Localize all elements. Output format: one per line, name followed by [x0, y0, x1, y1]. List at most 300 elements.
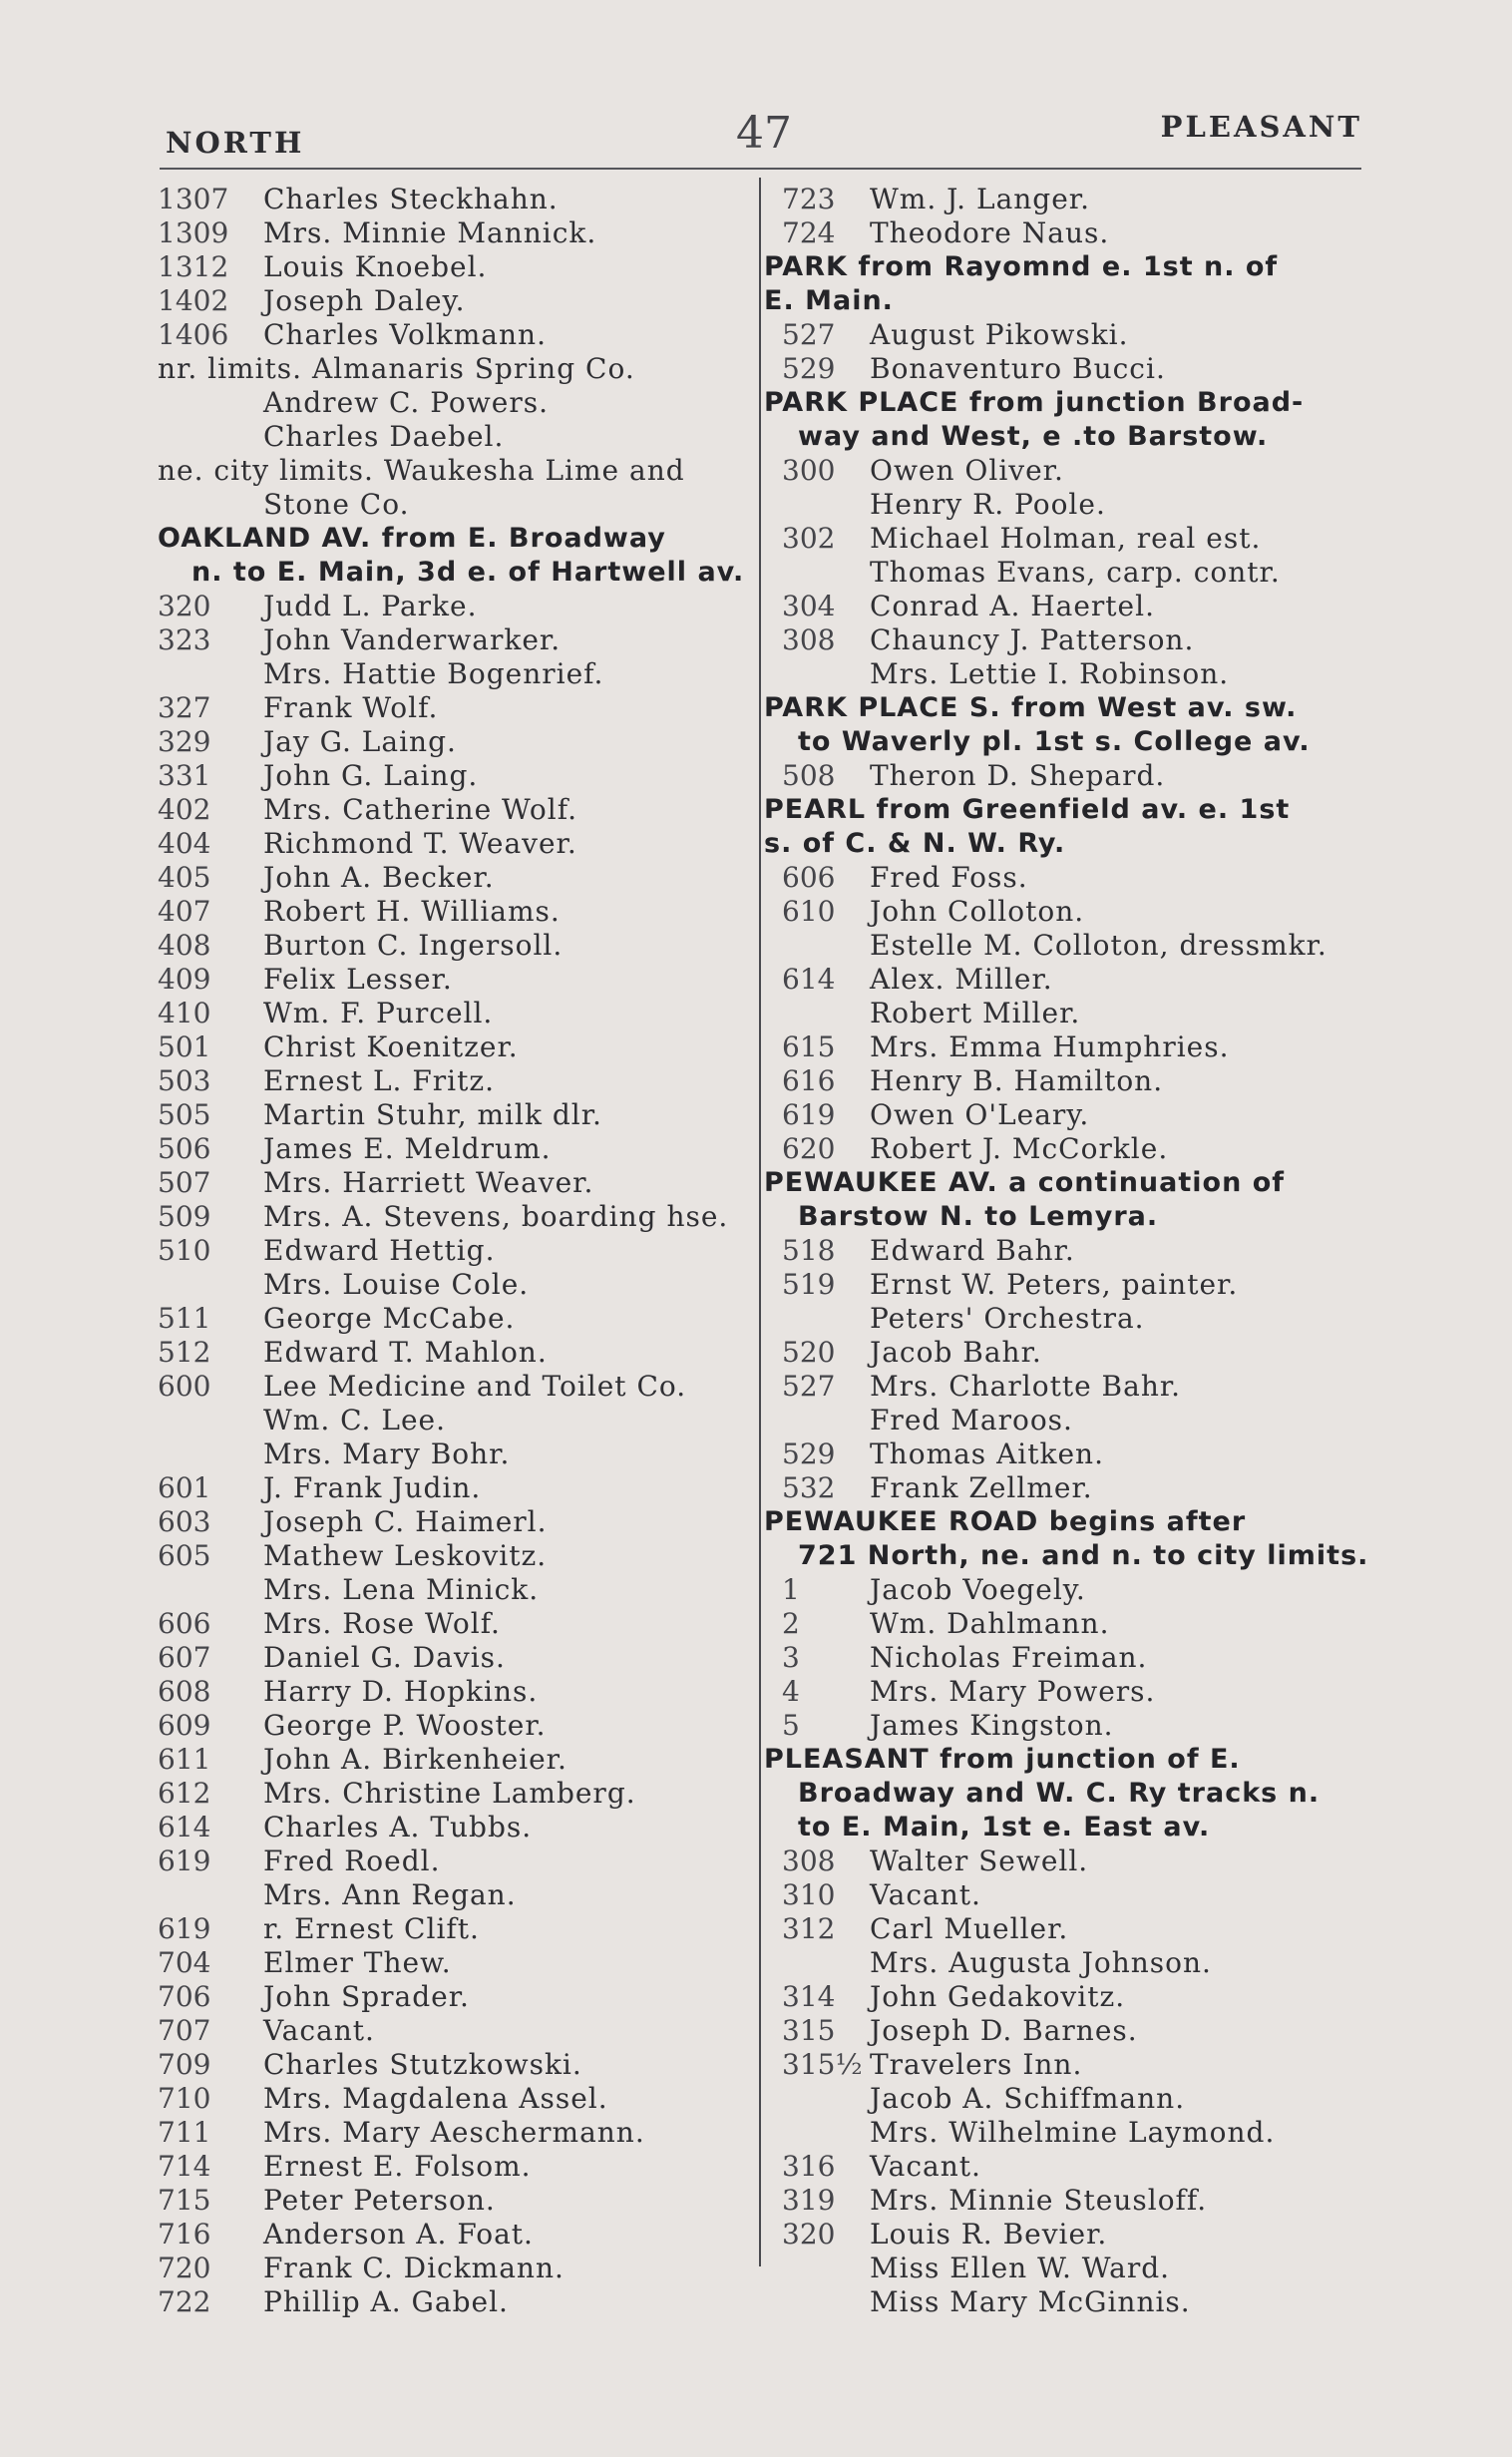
house-number: 314 [782, 1980, 836, 2013]
directory-entry [764, 1675, 1362, 1709]
directory-entry [764, 2048, 1362, 2082]
resident-name: Anderson A. Foat. [263, 2218, 534, 2251]
resident-name: Jacob A. Schiffmann. [870, 2082, 1186, 2115]
directory-entry [158, 1471, 756, 1505]
resident-name: Mrs. Magdalena Assel. [263, 2082, 608, 2115]
house-number: 1402 [158, 284, 229, 317]
directory-entry [158, 1200, 756, 1234]
resident-name: Theron D. Shepard. [870, 759, 1166, 792]
resident-name: John Gedakovitz. [870, 1980, 1126, 2013]
resident-name: Ernest E. Folsom. [263, 2150, 532, 2183]
resident-name: Conrad A. Haertel. [870, 590, 1155, 622]
directory-entry [764, 2014, 1362, 2048]
resident-name: Judd L. Parke. [263, 590, 478, 622]
resident-name: Joseph D. Barnes. [870, 2014, 1138, 2047]
resident-name: Henry B. Hamilton. [870, 1064, 1164, 1097]
directory-entry [158, 1098, 756, 1132]
directory-entry [764, 1573, 1362, 1607]
resident-name: John Sprader. [263, 1980, 470, 2013]
resident-name: Mrs. Ann Regan. [263, 1878, 517, 1911]
directory-entry [158, 386, 756, 420]
house-number: 407 [158, 895, 211, 928]
directory-entry [158, 623, 756, 657]
directory-entry [764, 1404, 1362, 1437]
house-number: 724 [782, 216, 836, 249]
house-number: 505 [158, 1098, 211, 1131]
house-number: 315½ [782, 2048, 863, 2081]
resident-name: Mrs. Rose Wolf. [263, 1607, 501, 1640]
street-heading: PEARL from Greenfield av. e. 1st [764, 794, 1291, 825]
street-heading: 721 North, ne. and n. to city limits. [798, 1540, 1369, 1571]
resident-name: Miss Ellen W. Ward. [870, 2252, 1171, 2284]
running-head-left: NORTH [166, 126, 305, 160]
resident-name: Wm. Dahlmann. [870, 1607, 1110, 1640]
directory-entry [158, 2048, 756, 2082]
resident-name: Frank C. Dickmann. [263, 2252, 565, 2284]
directory-entry [764, 1946, 1362, 1980]
street-heading: OAKLAND AV. from E. Broadway [158, 523, 666, 554]
house-number: 608 [158, 1675, 211, 1708]
directory-entry [158, 1709, 756, 1743]
house-number: 606 [782, 861, 836, 894]
house-number: 529 [782, 352, 836, 385]
directory-entry [158, 488, 756, 522]
house-number: 614 [158, 1811, 211, 1843]
house-number: 402 [158, 793, 211, 826]
resident-name: Jacob Voegely. [870, 1573, 1086, 1606]
house-number: 527 [782, 1370, 836, 1403]
directory-entry [158, 590, 756, 623]
resident-name: Vacant. [870, 1878, 981, 1911]
street-heading: PEWAUKEE ROAD begins after [764, 1506, 1247, 1537]
house-number: 4 [782, 1675, 800, 1708]
resident-name: John Vanderwarker. [263, 623, 562, 656]
directory-entry [158, 2014, 756, 2048]
house-number: 607 [158, 1641, 211, 1674]
house-number: 323 [158, 623, 211, 656]
directory-entry [764, 590, 1362, 623]
resident-name: Michael Holman, real est. [870, 522, 1262, 555]
directory-entry [158, 1505, 756, 1539]
house-number: 1312 [158, 250, 229, 283]
street-heading: E. Main. [764, 285, 894, 316]
directory-note: ne. city limits. Waukesha Lime and [158, 454, 685, 487]
directory-entry [158, 1166, 756, 1200]
directory-entry [764, 759, 1362, 793]
resident-name: Charles A. Tubbs. [263, 1811, 533, 1843]
directory-entry [158, 1268, 756, 1302]
directory-entry [764, 1370, 1362, 1404]
directory-entry [764, 657, 1362, 691]
house-number: 532 [782, 1471, 836, 1504]
house-number: 519 [782, 1268, 836, 1301]
resident-name: Mrs. Christine Lamberg. [263, 1777, 636, 1810]
house-number: 1309 [158, 216, 229, 249]
house-number: 404 [158, 827, 211, 860]
house-number: 704 [158, 1946, 211, 1979]
house-number: 329 [158, 725, 211, 758]
directory-entry [158, 2116, 756, 2150]
directory-entry [764, 183, 1362, 216]
page-number: 47 [736, 108, 792, 159]
directory-entry [158, 1607, 756, 1641]
directory-entry [764, 1844, 1362, 1878]
resident-name: Edward T. Mahlon. [263, 1336, 548, 1369]
resident-name: John G. Laing. [263, 759, 479, 792]
house-number: 409 [158, 963, 211, 996]
house-number: 706 [158, 1980, 211, 2013]
house-number: 312 [782, 1912, 836, 1945]
house-number: 509 [158, 1200, 211, 1233]
resident-name: Peters' Orchestra. [870, 1302, 1145, 1335]
directory-entry [764, 318, 1362, 352]
house-number: 320 [158, 590, 211, 622]
directory-entry [158, 929, 756, 963]
house-number: 601 [158, 1471, 211, 1504]
house-number: 319 [782, 2184, 836, 2217]
resident-name: Mrs. Hattie Bogenrief. [263, 657, 604, 690]
resident-name: Robert J. McCorkle. [870, 1132, 1169, 1165]
house-number: 501 [158, 1030, 211, 1063]
resident-name: John Colloton. [870, 895, 1085, 928]
street-heading: s. of C. & N. W. Ry. [764, 828, 1066, 859]
resident-name: Fred Roedl. [263, 1844, 441, 1877]
resident-name: Frank Wolf. [263, 691, 439, 724]
resident-name: Mrs. Emma Humphries. [870, 1030, 1230, 1063]
directory-entry [764, 216, 1362, 250]
resident-name: Charles Steckhahn. [263, 183, 559, 215]
resident-name: Jay G. Laing. [263, 725, 457, 758]
directory-entry [158, 691, 756, 725]
directory-entry [158, 861, 756, 895]
directory-entry [764, 929, 1362, 963]
house-number: 511 [158, 1302, 211, 1335]
directory-entry [158, 1064, 756, 1098]
directory-entry [764, 1878, 1362, 1912]
resident-name: Mathew Leskovitz. [263, 1539, 548, 1572]
resident-name: Mrs. Mary Powers. [870, 1675, 1156, 1708]
house-number: 302 [782, 522, 836, 555]
house-number: 327 [158, 691, 211, 724]
directory-entry [158, 1336, 756, 1370]
resident-name: Mrs. Lettie I. Robinson. [870, 657, 1230, 690]
house-number: 316 [782, 2150, 836, 2183]
right-column [764, 183, 1369, 2319]
house-number: 603 [158, 1505, 211, 1538]
resident-name: Burton C. Ingersoll. [263, 929, 564, 962]
resident-name: Mrs. Charlotte Bahr. [870, 1370, 1182, 1403]
house-number: 723 [782, 183, 836, 215]
directory-entry [158, 2184, 756, 2218]
resident-name: Miss Mary McGinnis. [870, 2285, 1191, 2318]
house-number: 619 [158, 1912, 211, 1945]
resident-name: r. Ernest Clift. [263, 1912, 480, 1945]
resident-name: Mrs. Augusta Johnson. [870, 1946, 1212, 1979]
directory-entry [158, 1370, 756, 1404]
directory-entry [764, 861, 1362, 895]
resident-name: Wm. C. Lee. [263, 1404, 446, 1436]
directory-entry [764, 895, 1362, 929]
resident-name: George P. Wooster. [263, 1709, 547, 1742]
house-number: 720 [158, 2252, 211, 2284]
directory-entry [764, 2116, 1362, 2150]
directory-entry [158, 827, 756, 861]
street-heading: Broadway and W. C. Ry tracks n. [798, 1778, 1321, 1809]
street-heading: PLEASANT from junction of E. [764, 1744, 1241, 1775]
house-number: 716 [158, 2218, 211, 2251]
house-number: 507 [158, 1166, 211, 1199]
resident-name: Mrs. Wilhelmine Laymond. [870, 2116, 1276, 2149]
directory-entry [764, 1980, 1362, 2014]
directory-entry [158, 2252, 756, 2285]
house-number: 610 [782, 895, 836, 928]
resident-name: Frank Zellmer. [870, 1471, 1093, 1504]
resident-name: Fred Maroos. [870, 1404, 1073, 1436]
directory-entry [158, 216, 756, 250]
house-number: 527 [782, 318, 836, 351]
resident-name: Vacant. [263, 2014, 375, 2047]
directory-entry [764, 1132, 1362, 1166]
resident-name: Felix Lesser. [263, 963, 453, 996]
resident-name: Mrs. Louise Cole. [263, 1268, 530, 1301]
resident-name: Thomas Aitken. [870, 1437, 1104, 1470]
house-number: 300 [782, 454, 836, 487]
resident-name: Louis R. Bevier. [870, 2218, 1108, 2251]
directory-entry [764, 2184, 1362, 2218]
house-number: 410 [158, 997, 211, 1029]
house-number: 5 [782, 1709, 800, 1742]
resident-name: Owen Oliver. [870, 454, 1064, 487]
directory-entry [158, 318, 756, 352]
resident-name: Louis Knoebel. [263, 250, 488, 283]
house-number: 503 [158, 1064, 211, 1097]
directory-entry [158, 895, 756, 929]
resident-name: Joseph C. Haimerl. [263, 1505, 548, 1538]
directory-entry [158, 1132, 756, 1166]
resident-name: George McCabe. [263, 1302, 516, 1335]
directory-entry [764, 1268, 1362, 1302]
directory-entry [764, 2252, 1362, 2285]
directory-entry [764, 522, 1362, 556]
directory-entry [158, 2150, 756, 2184]
house-number: 619 [782, 1098, 836, 1131]
resident-name: Charles Stutzkowski. [263, 2048, 582, 2081]
directory-entry [764, 2218, 1362, 2252]
house-number: 2 [782, 1607, 800, 1640]
directory-entry [158, 1946, 756, 1980]
resident-name: Mrs. Mary Bohr. [263, 1437, 511, 1470]
resident-name: Jacob Bahr. [870, 1336, 1042, 1369]
directory-entry [158, 1675, 756, 1709]
directory-entry [158, 657, 756, 691]
house-number: 3 [782, 1641, 800, 1674]
directory-entry [764, 1064, 1362, 1098]
directory-entry [158, 725, 756, 759]
directory-note: nr. limits. Almanaris Spring Co. [158, 352, 635, 385]
directory-entry [158, 250, 756, 284]
house-number: 512 [158, 1336, 211, 1369]
resident-name: Alex. Miller. [870, 963, 1053, 996]
resident-name: Lee Medicine and Toilet Co. [263, 1370, 687, 1403]
resident-name: Wm. F. Purcell. [263, 997, 494, 1029]
house-number: 710 [158, 2082, 211, 2115]
directory-entry [764, 1030, 1362, 1064]
house-number: 615 [782, 1030, 836, 1063]
resident-name: Chauncy J. Patterson. [870, 623, 1195, 656]
house-number: 611 [158, 1743, 211, 1776]
resident-name: Owen O'Leary. [870, 1098, 1090, 1131]
header-rule [160, 168, 1361, 170]
directory-entry [158, 1234, 756, 1268]
resident-name: Theodore Naus. [870, 216, 1110, 249]
directory-entry [158, 1539, 756, 1573]
directory-entry [764, 1709, 1362, 1743]
resident-name: Robert H. Williams. [263, 895, 561, 928]
resident-name: Richmond T. Weaver. [263, 827, 577, 860]
house-number: 606 [158, 1607, 211, 1640]
house-number: 1406 [158, 318, 229, 351]
resident-name: Thomas Evans, carp. contr. [870, 556, 1281, 589]
street-heading: to Waverly pl. 1st s. College av. [798, 726, 1311, 757]
resident-name: J. Frank Judin. [263, 1471, 482, 1504]
directory-entry [158, 420, 756, 454]
directory-entry [158, 793, 756, 827]
resident-name: Daniel G. Davis. [263, 1641, 506, 1674]
directory-entry [158, 1912, 756, 1946]
resident-name: Fred Foss. [870, 861, 1028, 894]
resident-name: Travelers Inn. [870, 2048, 1083, 2081]
directory-entry [158, 1777, 756, 1811]
directory-entry [158, 1980, 756, 2014]
house-number: 520 [782, 1336, 836, 1369]
resident-name: Edward Hettig. [263, 1234, 496, 1267]
directory-entry [764, 352, 1362, 386]
resident-name: Bonaventuro Bucci. [870, 352, 1166, 385]
directory-entry [158, 759, 756, 793]
directory-entry [158, 1437, 756, 1471]
street-heading: way and West, e .to Barstow. [798, 421, 1269, 452]
house-number: 331 [158, 759, 211, 792]
directory-entry [158, 2082, 756, 2116]
house-number: 620 [782, 1132, 836, 1165]
resident-name: Joseph Daley. [263, 284, 466, 317]
resident-name: John A. Becker. [263, 861, 495, 894]
resident-name: Stone Co. [263, 488, 410, 521]
directory-entry [158, 1641, 756, 1675]
directory-entry [158, 1878, 756, 1912]
directory-entry [764, 997, 1362, 1030]
directory-entry [158, 284, 756, 318]
street-heading: PARK PLACE S. from West av. sw. [764, 692, 1298, 723]
house-number: 510 [158, 1234, 211, 1267]
resident-name: Peter Peterson. [263, 2184, 496, 2217]
resident-name: Mrs. Minnie Steusloff. [870, 2184, 1208, 2217]
resident-name: Mrs. Mary Aeschermann. [263, 2116, 645, 2149]
resident-name: Robert Miller. [870, 997, 1081, 1029]
resident-name: Mrs. A. Stevens, boarding hse. [263, 1200, 729, 1233]
left-column [158, 183, 756, 2319]
house-number: 609 [158, 1709, 211, 1742]
house-number: 1 [782, 1573, 800, 1606]
directory-entry [158, 1811, 756, 1844]
resident-name: Charles Volkmann. [263, 318, 547, 351]
house-number: 508 [782, 759, 836, 792]
resident-name: Walter Sewell. [870, 1844, 1089, 1877]
resident-name: Elmer Thew. [263, 1946, 452, 1979]
directory-entry [764, 623, 1362, 657]
directory-entry [158, 1573, 756, 1607]
resident-name: Estelle M. Colloton, dressmkr. [870, 929, 1327, 962]
directory-entry [158, 2285, 756, 2319]
directory-entry [764, 1234, 1362, 1268]
directory-entry [764, 2150, 1362, 2184]
directory-entry [764, 1471, 1362, 1505]
directory-entry [764, 2082, 1362, 2116]
directory-entry [158, 2218, 756, 2252]
house-number: 529 [782, 1437, 836, 1470]
house-number: 709 [158, 2048, 211, 2081]
house-number: 304 [782, 590, 836, 622]
house-number: 506 [158, 1132, 211, 1165]
resident-name: Vacant. [870, 2150, 981, 2183]
resident-name: Mrs. Minnie Mannick. [263, 216, 597, 249]
resident-name: Edward Bahr. [870, 1234, 1075, 1267]
house-number: 715 [158, 2184, 211, 2217]
resident-name: August Pikowski. [870, 318, 1129, 351]
resident-name: Ernest L. Fritz. [263, 1064, 496, 1097]
street-heading: PARK PLACE from junction Broad- [764, 387, 1305, 418]
house-number: 605 [158, 1539, 211, 1572]
house-number: 1307 [158, 183, 229, 215]
directory-entry [158, 997, 756, 1030]
directory-entry [158, 1302, 756, 1336]
directory-entry [764, 488, 1362, 522]
resident-name: James Kingston. [870, 1709, 1114, 1742]
resident-name: Mrs. Catherine Wolf. [263, 793, 577, 826]
house-number: 405 [158, 861, 211, 894]
house-number: 619 [158, 1844, 211, 1877]
house-number: 308 [782, 623, 836, 656]
resident-name: Christ Koenitzer. [263, 1030, 519, 1063]
resident-name: Charles Daebel. [263, 420, 505, 453]
directory-entry [158, 1844, 756, 1878]
resident-name: Martin Stuhr, milk dlr. [263, 1098, 602, 1131]
resident-name: Wm. J. Langer. [870, 183, 1091, 215]
directory-entry [764, 556, 1362, 590]
directory-entry [764, 454, 1362, 488]
house-number: 722 [158, 2285, 211, 2318]
resident-name: Carl Mueller. [870, 1912, 1069, 1945]
house-number: 707 [158, 2014, 211, 2047]
house-number: 310 [782, 1878, 836, 1911]
resident-name: Harry D. Hopkins. [263, 1675, 539, 1708]
directory-entry [158, 1404, 756, 1437]
directory-entry [764, 1302, 1362, 1336]
resident-name: Mrs. Harriett Weaver. [263, 1166, 594, 1199]
house-number: 714 [158, 2150, 211, 2183]
resident-name: Henry R. Poole. [870, 488, 1106, 521]
resident-name: Mrs. Lena Minick. [263, 1573, 540, 1606]
directory-entry [764, 1098, 1362, 1132]
street-heading: PARK from Rayomnd e. 1st n. of [764, 251, 1279, 282]
street-heading: Barstow N. to Lemyra. [798, 1201, 1159, 1232]
house-number: 408 [158, 929, 211, 962]
directory-entry [764, 1336, 1362, 1370]
directory-entry [764, 1641, 1362, 1675]
resident-name: James E. Meldrum. [263, 1132, 552, 1165]
street-heading: to E. Main, 1st e. East av. [798, 1812, 1211, 1843]
house-number: 600 [158, 1370, 211, 1403]
